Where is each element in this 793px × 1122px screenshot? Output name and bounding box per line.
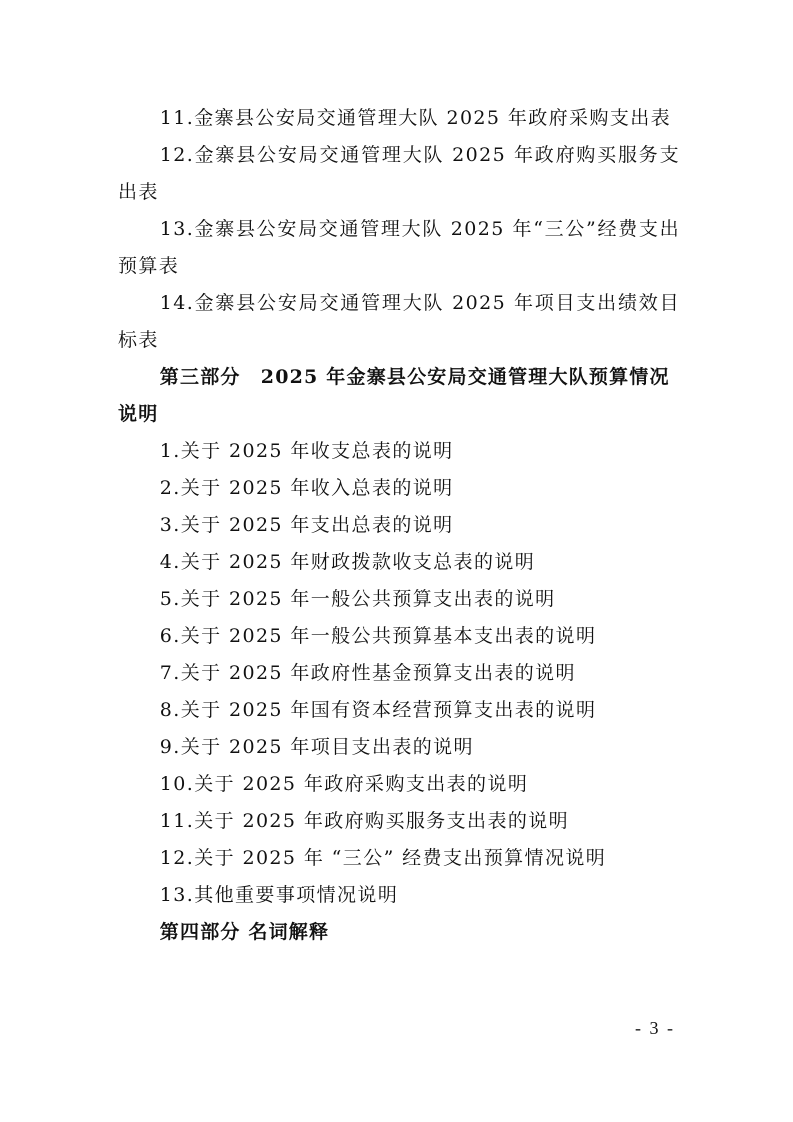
part3-item-1: 1.关于 2025 年收支总表的说明	[159, 440, 454, 462]
toc-entry-11: 11.金寨县公安局交通管理大队 2025 年政府采购支出表	[159, 107, 672, 129]
page-number: - 3 -	[635, 1018, 675, 1038]
part3-item-7: 7.关于 2025 年政府性基金预算支出表的说明	[159, 662, 576, 684]
part3-item-11: 11.关于 2025 年政府购买服务支出表的说明	[159, 810, 570, 832]
part3-item-2: 2.关于 2025 年收入总表的说明	[159, 477, 454, 499]
part3-item-6: 6.关于 2025 年一般公共预算基本支出表的说明	[159, 625, 597, 647]
part3-item-5: 5.关于 2025 年一般公共预算支出表的说明	[159, 588, 556, 610]
part3-item-4: 4.关于 2025 年财政拨款收支总表的说明	[159, 551, 536, 573]
part4-heading: 第四部分 名词解释	[159, 921, 330, 943]
part3-item-13: 13.其他重要事项情况说明	[159, 884, 399, 906]
toc-entry-12: 12.金寨县公安局交通管理大队 2025 年政府购买服务支出表	[118, 144, 680, 203]
part3-item-9: 9.关于 2025 年项目支出表的说明	[159, 736, 474, 758]
part3-heading: 第三部分 2025 年金寨县公安局交通管理大队预算情况说明	[118, 366, 670, 425]
part3-item-10: 10.关于 2025 年政府采购支出表的说明	[159, 773, 529, 795]
toc-entry-14: 14.金寨县公安局交通管理大队 2025 年项目支出绩效目标表	[118, 292, 680, 351]
toc-entry-13: 13.金寨县公安局交通管理大队 2025 年“三公”经费支出预算表	[118, 218, 680, 277]
page-content	[118, 100, 680, 951]
part3-item-12: 12.关于 2025 年 “三公” 经费支出预算情况说明	[159, 847, 607, 869]
part3-item-8: 8.关于 2025 年国有资本经营预算支出表的说明	[159, 699, 597, 721]
part3-item-3: 3.关于 2025 年支出总表的说明	[159, 514, 454, 536]
